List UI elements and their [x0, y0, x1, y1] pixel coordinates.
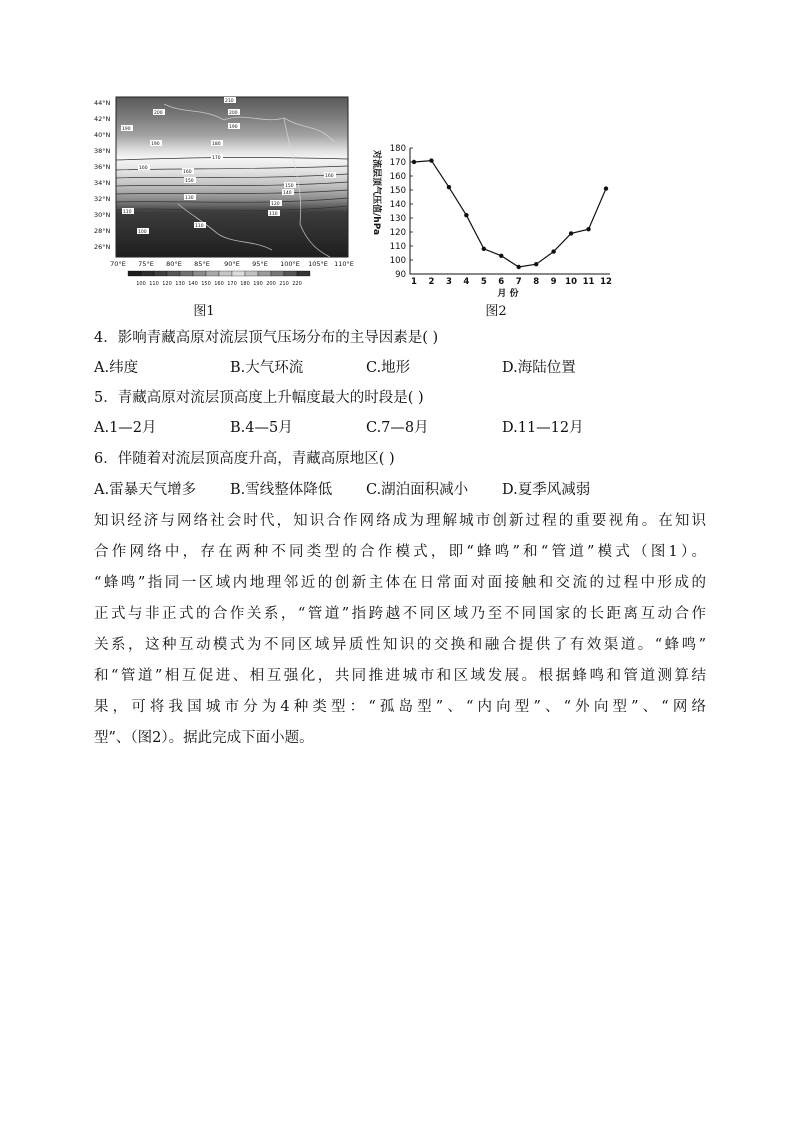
lat-label: 42°N — [94, 115, 111, 123]
passage-line: 关系，这种互动模式为不同区域异质性知识的交换和融合提供了有效渠道。“蜂鸣” — [94, 637, 706, 653]
colorbar-label: 100 — [136, 281, 146, 287]
contour-label: 110 — [195, 224, 204, 229]
figure-2-line-chart — [364, 140, 620, 300]
colorbar-label: 180 — [240, 281, 250, 287]
contour-label: 160 — [325, 174, 334, 179]
contour-label: 190 — [122, 127, 131, 132]
data-point — [499, 254, 503, 258]
contour-label: 170 — [212, 156, 221, 161]
data-point — [464, 213, 468, 217]
data-point — [412, 160, 416, 164]
question-6-option-b[interactable]: B.雪线整体降低 — [230, 482, 333, 498]
lon-label: 80°E — [166, 260, 182, 268]
contour-label: 200 — [229, 111, 238, 116]
y-tick-label: 140 — [389, 200, 406, 210]
x-tick-label: 12 — [600, 277, 612, 287]
data-point — [482, 247, 486, 251]
contour-label: 180 — [212, 142, 221, 147]
lon-label: 75°E — [138, 260, 154, 268]
passage-line: 和“管道”相互促进、相互强化，共同推进城市和区域发展。根据蜂鸣和管道测算结 — [94, 668, 706, 684]
colorbar — [128, 271, 310, 276]
series-line — [414, 161, 606, 267]
contour-label: 150 — [285, 184, 294, 189]
colorbar-label: 140 — [188, 281, 198, 287]
colorbar-label: 160 — [214, 281, 224, 287]
passage-line: “蜂鸣”指同一区域内地理邻近的创新主体在日常面对面接触和交流的过程中形成的 — [94, 575, 706, 591]
figure-2-caption: 图2 — [485, 304, 507, 319]
data-point — [447, 185, 451, 189]
question-4-option-a[interactable]: A.纬度 — [94, 360, 139, 376]
x-tick-label: 5 — [480, 277, 487, 287]
figure-1-caption: 图1 — [193, 304, 215, 319]
lon-label: 110°E — [334, 260, 354, 268]
colorbar-label: 120 — [162, 281, 172, 287]
x-ticks — [411, 277, 612, 287]
lat-label: 38°N — [94, 147, 111, 155]
question-5-stem: 5．青藏高原对流层顶高度上升幅度最大的时段是( ) — [94, 390, 424, 406]
lat-label: 28°N — [94, 227, 111, 235]
lat-label: 40°N — [94, 131, 111, 139]
data-point — [551, 249, 555, 253]
data-point — [604, 186, 608, 190]
y-tick-label: 90 — [395, 270, 406, 280]
lon-label: 85°E — [194, 260, 210, 268]
y-tick-label: 150 — [389, 186, 406, 196]
lon-label: 100°E — [280, 260, 300, 268]
contour-label: 200 — [154, 111, 163, 116]
question-4-option-d[interactable]: D.海陆位置 — [502, 360, 576, 376]
colorbar-label: 220 — [292, 281, 302, 287]
x-axis-label: 月 份 — [497, 289, 519, 299]
question-6-option-c[interactable]: C.湖泊面积减小 — [366, 482, 469, 498]
lat-label: 32°N — [94, 195, 111, 203]
x-tick-label: 9 — [550, 277, 557, 287]
lon-label: 90°E — [224, 260, 240, 268]
question-5-option-c[interactable]: C.7—8月 — [366, 420, 429, 436]
lon-label: 105°E — [308, 260, 328, 268]
lat-label: 36°N — [94, 163, 111, 171]
x-tick-label: 11 — [582, 277, 595, 287]
x-tick-label: 4 — [463, 277, 470, 287]
contour-label: 190 — [151, 142, 160, 147]
question-4-option-c[interactable]: C.地形 — [366, 360, 411, 376]
y-tick-label: 170 — [389, 158, 406, 168]
contour-label: 120 — [271, 202, 280, 207]
passage-line: 正式与非正式的合作关系，“管道”指跨越不同区域乃至不同国家的长距离互动合作 — [94, 606, 706, 622]
x-tick-label: 8 — [533, 277, 540, 287]
lon-label: 95°E — [252, 260, 268, 268]
passage-line: 型”、（图2）。据此完成下面小题。 — [94, 730, 314, 746]
colorbar-label: 170 — [227, 281, 237, 287]
lat-label: 26°N — [94, 243, 111, 251]
axis-lines — [410, 148, 610, 274]
contour-label: 130 — [185, 196, 194, 201]
question-5-option-a[interactable]: A.1—2月 — [94, 420, 157, 436]
y-tick-label: 120 — [389, 228, 406, 238]
contour-label: 110 — [269, 212, 278, 217]
data-point — [569, 231, 573, 235]
question-6-stem: 6．伴随着对流层顶高度升高，青藏高原地区( ) — [94, 451, 395, 467]
question-6-option-a[interactable]: A.雷暴天气增多 — [94, 482, 197, 498]
contour-label: 210 — [225, 99, 234, 104]
x-tick-label: 6 — [498, 277, 505, 287]
colorbar-label: 110 — [149, 281, 159, 287]
data-point — [517, 265, 521, 269]
colorbar-label: 150 — [201, 281, 211, 287]
figure-1-contour-map — [94, 94, 354, 290]
data-point — [429, 158, 433, 162]
contour-label: 150 — [185, 179, 194, 184]
y-tick-label: 130 — [389, 214, 406, 224]
passage-line: 知识经济与网络社会时代，知识合作网络成为理解城市创新过程的重要视角。在知识 — [94, 513, 706, 529]
contour-label: 110 — [123, 210, 132, 215]
x-tick-label: 3 — [445, 277, 452, 287]
contour-label: 190 — [229, 125, 238, 130]
x-tick-label: 7 — [515, 277, 522, 287]
lat-label: 44°N — [94, 99, 111, 107]
x-tick-label: 10 — [565, 277, 578, 287]
colorbar-label: 200 — [266, 281, 276, 287]
contour-label: 160 — [183, 170, 192, 175]
passage-line: 果，可将我国城市分为4种类型：“孤岛型”、“内向型”、“外向型”、“网络 — [94, 699, 706, 715]
y-tick-label: 160 — [389, 172, 406, 182]
y-tick-label: 100 — [389, 256, 406, 266]
contour-label: 160 — [139, 166, 148, 171]
x-tick-label: 2 — [428, 277, 435, 287]
contour-label: 100 — [138, 230, 147, 235]
y-tick-label: 110 — [389, 242, 406, 252]
passage-line: 合作网络中，存在两种不同类型的合作模式，即“蜂鸣”和“管道”模式（图1）。 — [94, 544, 706, 560]
map-field — [116, 97, 348, 257]
question-5-option-b[interactable]: B.4—5月 — [230, 420, 293, 436]
colorbar-label: 210 — [279, 281, 289, 287]
question-4-stem: 4．影响青藏高原对流层顶气压场分布的主导因素是( ) — [94, 330, 439, 346]
contour-label: 140 — [283, 191, 292, 196]
colorbar-label: 130 — [175, 281, 185, 287]
chart-axes — [410, 148, 610, 274]
lon-label: 70°E — [110, 260, 126, 268]
y-axis-label: 对流层顶气压值/hPa — [371, 150, 381, 236]
lat-label: 34°N — [94, 179, 111, 187]
data-point — [586, 227, 590, 231]
question-4-option-b[interactable]: B.大气环流 — [230, 360, 304, 376]
question-5-option-d[interactable]: D.11—12月 — [502, 420, 584, 436]
x-tick-label: 1 — [411, 277, 417, 287]
lat-label: 30°N — [94, 211, 111, 219]
colorbar-label: 190 — [253, 281, 263, 287]
data-point — [534, 262, 538, 266]
question-6-option-d[interactable]: D.夏季风减弱 — [502, 482, 591, 498]
y-tick-label: 180 — [389, 144, 406, 154]
